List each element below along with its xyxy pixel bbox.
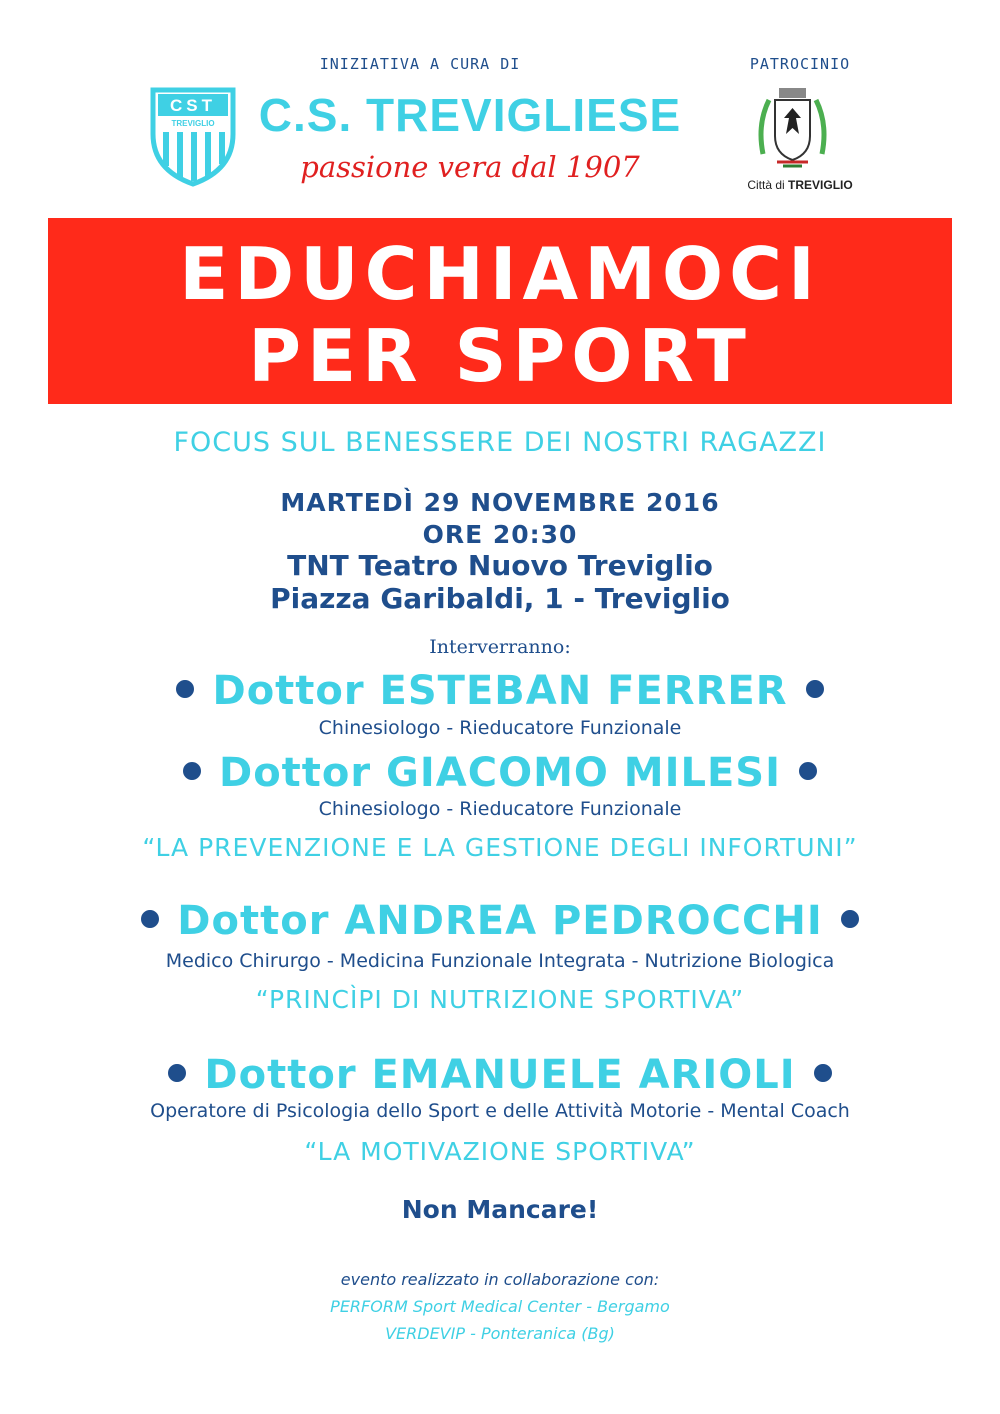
- bullet-icon: [806, 680, 824, 698]
- title-line-2: PER SPORT: [248, 314, 752, 398]
- partner-1: PERFORM Sport Medical Center - Bergamo: [330, 1297, 670, 1316]
- speaker-3-role: Medico Chirurgo - Medicina Funzionale Integrata - Nutrizione Biologica: [165, 950, 835, 972]
- patronage-label: PATROCINIO: [749, 55, 851, 73]
- city-crest-logo: [755, 84, 830, 174]
- event-focus: FOCUS SUL BENESSERE DEI NOSTRI RAGAZZI: [173, 427, 827, 458]
- city-label: [730, 178, 870, 192]
- shield-text: CST: [170, 96, 216, 115]
- bullet-icon: [799, 762, 817, 780]
- bullet-icon: [183, 762, 201, 780]
- title-line-1: EDUCHIAMOCI: [179, 232, 821, 316]
- speaker-2-name-row: [0, 750, 1000, 796]
- event-time: ORE 20:30: [422, 520, 578, 549]
- shield-subtext: TREVIGLIO: [171, 119, 215, 128]
- event-venue: TNT Teatro Nuovo Treviglio: [287, 549, 713, 582]
- speaker-4-name-row: [0, 1052, 1000, 1098]
- bullet-icon: [814, 1064, 832, 1082]
- speaker-2-role: Chinesiologo - Rieducatore Funzionale: [318, 798, 682, 820]
- speaker-1-role: Chinesiologo - Rieducatore Funzionale: [318, 717, 682, 739]
- partner-2: VERDEVIP - Ponteranica (Bg): [385, 1324, 615, 1343]
- speaker-2-name: Dottor GIACOMO MILESI: [218, 750, 781, 796]
- city-name: TREVIGLIO: [788, 178, 853, 192]
- bullet-icon: [141, 910, 159, 928]
- collaboration-intro: evento realizzato in collaborazione con:: [340, 1270, 660, 1289]
- speaker-4-name: Dottor EMANUELE ARIOLI: [204, 1052, 796, 1098]
- closing-message: Non Mancare!: [401, 1195, 599, 1224]
- bullet-icon: [168, 1064, 186, 1082]
- speaker-1-name: Dottor ESTEBAN FERRER: [212, 668, 788, 714]
- city-prefix: Città di: [747, 178, 785, 192]
- speakers-intro: Interverranno:: [429, 636, 571, 658]
- speaker-4-talk: “LA MOTIVAZIONE SPORTIVA”: [304, 1137, 696, 1166]
- bullet-icon: [841, 910, 859, 928]
- speaker-3-name: Dottor ANDREA PEDROCCHI: [177, 898, 823, 944]
- event-date: MARTEDÌ 29 NOVEMBRE 2016: [280, 488, 720, 517]
- speaker-4-role: Operatore di Psicologia dello Sport e delle Attività Motorie - Mental Coach: [150, 1100, 850, 1122]
- initiative-label: INIZIATIVA A CURA DI: [319, 55, 521, 73]
- club-shield-logo: [148, 84, 238, 188]
- club-tagline: passione vera dal 1907: [300, 150, 640, 184]
- event-address: Piazza Garibaldi, 1 - Treviglio: [270, 582, 730, 615]
- speaker-2-talk: “LA PREVENZIONE E LA GESTIONE DEGLI INFORTUNI”: [142, 833, 858, 862]
- title-banner: [48, 218, 952, 404]
- speaker-1-name-row: [0, 668, 1000, 714]
- bullet-icon: [176, 680, 194, 698]
- speaker-3-name-row: [0, 898, 1000, 944]
- speaker-3-talk: “PRINCÌPI DI NUTRIZIONE SPORTIVA”: [255, 985, 745, 1014]
- club-name: C.S. TREVIGLIESE: [258, 89, 682, 141]
